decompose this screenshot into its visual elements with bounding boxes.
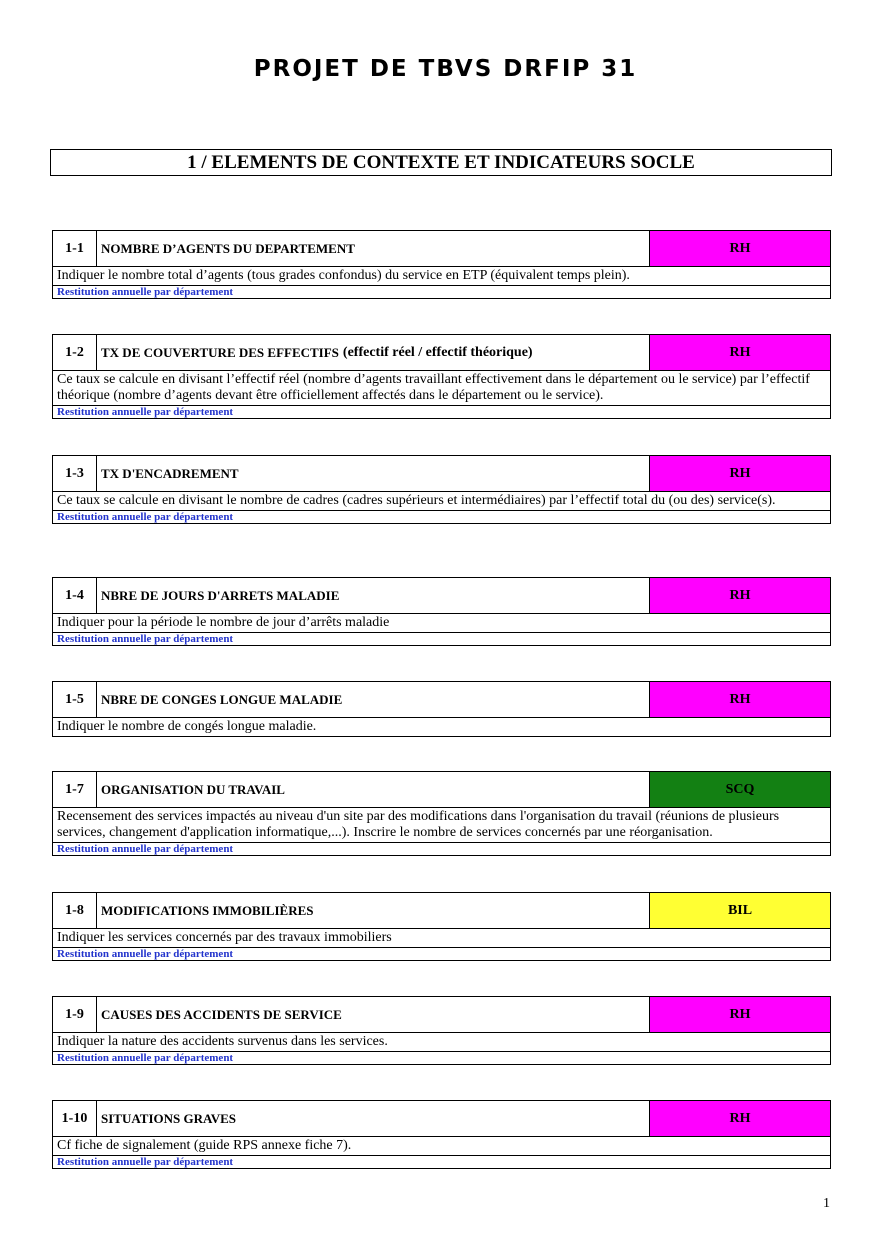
indicator-label-extra: (effectif réel / effectif théorique) [342, 344, 533, 360]
indicator-description: Ce taux se calcule en divisant le nombre de cadres (cadres supérieurs et intermédiaires) par l’effectif total du (ou des) service(s). [57, 493, 776, 508]
indicator-card [52, 681, 831, 737]
indicator-card [52, 1100, 831, 1169]
indicator-card [52, 892, 831, 961]
indicator-restitution: Restitution annuelle par département [53, 842, 830, 855]
indicator-label: CAUSES DES ACCIDENTS DE SERVICE [101, 1006, 342, 1022]
indicator-card [52, 230, 831, 299]
indicator-number: 1-5 [53, 682, 97, 717]
indicator-label-cell [97, 578, 649, 613]
indicator-label-cell [97, 772, 649, 807]
indicator-category-badge: SCQ [649, 772, 830, 807]
indicator-description: Ce taux se calcule en divisant l’effectif réel (nombre d’agents travaillant effectivement dans le département ou le service) par l’effectif théorique (nombre d’agents devant être officiellement affectés dans le département ou le service). [57, 372, 810, 403]
indicator-label: TX DE COUVERTURE DES EFFECTIFS [101, 344, 339, 360]
indicator-restitution: Restitution annuelle par département [53, 285, 830, 298]
indicator-category-badge: RH [649, 682, 830, 717]
indicator-label-cell [97, 997, 649, 1032]
indicator-number: 1-10 [53, 1101, 97, 1136]
indicator-number: 1-1 [53, 231, 97, 266]
indicator-header [53, 893, 830, 929]
indicator-description: Indiquer le nombre de congés longue maladie. [57, 719, 317, 734]
indicator-header [53, 231, 830, 267]
indicator-card [52, 455, 831, 524]
indicator-label: ORGANISATION DU TRAVAIL [101, 781, 285, 797]
indicator-number: 1-7 [53, 772, 97, 807]
indicator-label-cell [97, 682, 649, 717]
indicator-category-badge: RH [649, 456, 830, 491]
indicator-description: Indiquer la nature des accidents survenus dans les services. [57, 1034, 388, 1049]
indicator-header [53, 1101, 830, 1137]
indicator-card [52, 996, 831, 1065]
indicator-header [53, 335, 830, 371]
page-title: PROJET DE TBVS DRFIP 31 [253, 56, 638, 82]
indicator-category-badge: RH [649, 231, 830, 266]
indicator-restitution: Restitution annuelle par département [53, 1051, 830, 1064]
indicator-number: 1-4 [53, 578, 97, 613]
indicator-number: 1-3 [53, 456, 97, 491]
indicator-card [52, 771, 831, 856]
indicator-header [53, 772, 830, 808]
indicator-label-cell [97, 893, 649, 928]
indicator-label: NOMBRE D’AGENTS DU DEPARTEMENT [101, 240, 355, 256]
indicator-label: NBRE DE CONGES LONGUE MALADIE [101, 691, 343, 707]
indicator-category-badge: BIL [649, 893, 830, 928]
indicator-label: SITUATIONS GRAVES [101, 1110, 236, 1126]
indicator-description: Indiquer pour la période le nombre de jour d’arrêts maladie [57, 615, 390, 630]
indicator-category-badge: RH [649, 997, 830, 1032]
indicator-label-cell [97, 1101, 649, 1136]
indicator-header [53, 456, 830, 492]
indicator-label-cell [97, 335, 649, 370]
page-number: 1 [823, 1196, 830, 1211]
indicator-number: 1-9 [53, 997, 97, 1032]
indicator-card [52, 334, 831, 419]
indicator-category-badge: RH [649, 335, 830, 370]
indicator-restitution: Restitution annuelle par département [53, 947, 830, 960]
indicator-label: NBRE DE JOURS D'ARRETS MALADIE [101, 587, 340, 603]
indicator-card [52, 577, 831, 646]
indicator-header [53, 682, 830, 718]
indicator-header [53, 997, 830, 1033]
indicator-category-badge: RH [649, 578, 830, 613]
indicator-restitution: Restitution annuelle par département [53, 1155, 830, 1168]
indicator-description: Indiquer le nombre total d’agents (tous grades confondus) du service en ETP (équivalent temps plein). [57, 268, 630, 283]
indicator-number: 1-2 [53, 335, 97, 370]
section-title: 1 / ELEMENTS DE CONTEXTE ET INDICATEURS SOCLE [50, 149, 832, 176]
indicator-number: 1-8 [53, 893, 97, 928]
indicator-description: Indiquer les services concernés par des travaux immobiliers [57, 930, 392, 945]
indicator-header [53, 578, 830, 614]
indicator-description: Cf fiche de signalement (guide RPS annexe fiche 7). [57, 1138, 352, 1153]
indicator-restitution: Restitution annuelle par département [53, 405, 830, 418]
indicator-restitution: Restitution annuelle par département [53, 632, 830, 645]
indicator-restitution: Restitution annuelle par département [53, 510, 830, 523]
indicator-label: MODIFICATIONS IMMOBILIÈRES [101, 902, 314, 918]
indicator-description: Recensement des services impactés au niveau d'un site par des modifications dans l'organisation du travail (réunions de plusieurs services, changement d'application informatique,...). Inscrire le nombre de services concernés par une réorganisation. [57, 809, 780, 840]
indicator-label-cell [97, 231, 649, 266]
indicator-label: TX D'ENCADREMENT [101, 465, 239, 481]
indicator-category-badge: RH [649, 1101, 830, 1136]
indicator-label-cell [97, 456, 649, 491]
